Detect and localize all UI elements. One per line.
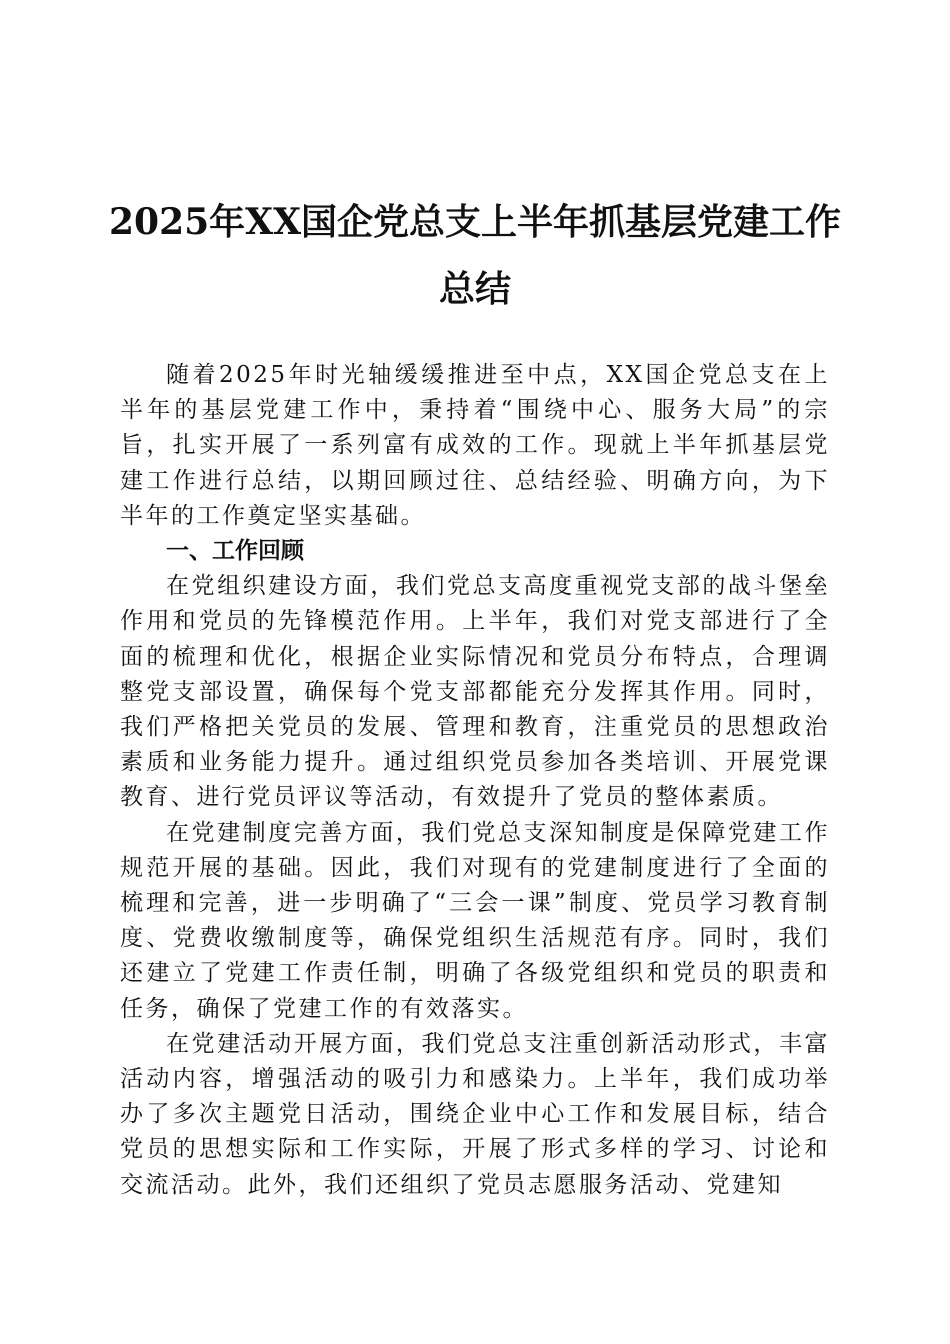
document-title-line-1: 2025年XX国企党总支上半年抓基层党建工作: [108, 201, 842, 243]
paragraph-system-improvement: 在党建制度完善方面，我们党总支深知制度是保障党建工作规范开展的基础。因此，我们对现有的党建制度进行了全面的梳理和完善，进一步明确了“三会一课”制度、党员学习教育制度、党费收缴制度等，确保党组织生活规范有序。同时，我们还建立了党建工作责任制，明确了各级党组织和党员的职责和任务，确保了党建工作的有效落实。: [120, 819, 830, 1022]
document-body: [120, 358, 830, 1203]
paragraph-activities: 在党建活动开展方面，我们党总支注重创新活动形式，丰富活动内容，增强活动的吸引力和感染力。上半年，我们成功举办了多次主题党日活动，围绕企业中心工作和发展目标，结合党员的思想实际和工作实际，开展了形式多样的学习、讨论和交流活动。此外，我们还组织了党员志愿服务活动、党建知: [120, 1030, 830, 1198]
document-title-line-2: 总结: [438, 268, 511, 310]
section-heading-work-review: 一、工作回顾: [166, 538, 304, 565]
intro-paragraph: 随着2025年时光轴缓缓推进至中点，XX国企党总支在上半年的基层党建工作中，秉持着“围绕中心、服务大局”的宗旨，扎实开展了一系列富有成效的工作。现就上半年抓基层党建工作进行总结，以期回顾过往、总结经验、明确方向，为下半年的工作奠定坚实基础。: [120, 362, 830, 529]
paragraph-organization-building: 在党组织建设方面，我们党总支高度重视党支部的战斗堡垒作用和党员的先锋模范作用。上半年，我们对党支部进行了全面的梳理和优化，根据企业实际情况和党员分布特点，合理调整党支部设置，确保每个党支部都能充分发挥其作用。同时，我们严格把关党员的发展、管理和教育，注重党员的思想政治素质和业务能力提升。通过组织党员参加各类培训、开展党课教育、进行党员评议等活动，有效提升了党员的整体素质。: [120, 573, 830, 811]
